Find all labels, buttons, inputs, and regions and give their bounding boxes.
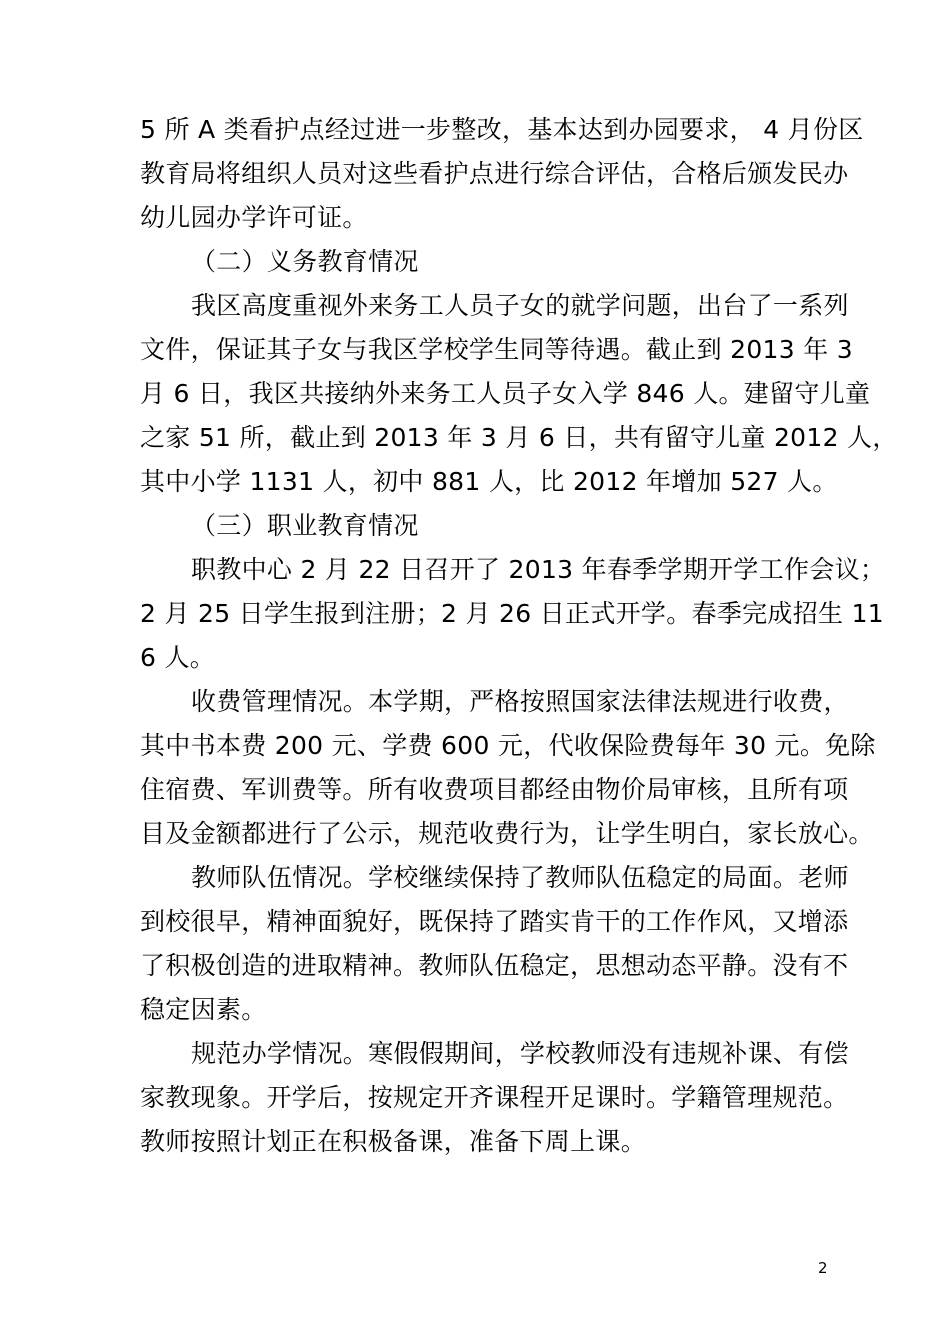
- paragraph-line: 教师队伍情况。学校继续保持了教师队伍稳定的局面。老师: [191, 863, 849, 892]
- section-heading: （三）职业教育情况: [191, 511, 419, 540]
- section-heading: （二）义务教育情况: [191, 247, 419, 276]
- paragraph-line: 其中小学 1131 人，初中 881 人，比 2012 年增加 527 人。: [140, 467, 838, 496]
- paragraph-line: 规范办学情况。寒假假期间，学校教师没有违规补课、有偿: [191, 1039, 849, 1068]
- paragraph-line: 2 月 25 日学生报到注册；2 月 26 日正式开学。春季完成招生 11: [140, 599, 884, 628]
- paragraph-line: 6 人。: [140, 643, 216, 672]
- paragraph-line: 5 所 A 类看护点经过进一步整改，基本达到办园要求， 4 月份区: [140, 115, 864, 144]
- paragraph-line: 了积极创造的进取精神。教师队伍稳定，思想动态平静。没有不: [140, 951, 849, 980]
- paragraph-line: 月 6 日，我区共接纳外来务工人员子女入学 846 人。建留守儿童: [140, 379, 871, 408]
- paragraph-line: 其中书本费 200 元、学费 600 元，代收保险费每年 30 元。免除: [140, 731, 876, 760]
- page-number: 2: [818, 1259, 828, 1277]
- paragraph-line: 收费管理情况。本学期，严格按照国家法律法规进行收费，: [191, 687, 849, 716]
- paragraph-line: 教育局将组织人员对这些看护点进行综合评估，合格后颁发民办: [140, 159, 849, 188]
- paragraph-line: 教师按照计划正在积极备课，准备下周上课。: [140, 1127, 647, 1156]
- paragraph-line: 家教现象。开学后，按规定开齐课程开足课时。学籍管理规范。: [140, 1083, 849, 1112]
- paragraph-line: 幼儿园办学许可证。: [140, 203, 368, 232]
- paragraph-line: 住宿费、军训费等。所有收费项目都经由物价局审核，且所有项: [140, 775, 849, 804]
- paragraph-line: 目及金额都进行了公示，规范收费行为，让学生明白，家长放心。: [140, 819, 874, 848]
- paragraph-line: 职教中心 2 月 22 日召开了 2013 年春季学期开学工作会议；: [191, 555, 886, 584]
- paragraph-line: 之家 51 所，截止到 2013 年 3 月 6 日，共有留守儿童 2012 人，: [140, 423, 898, 452]
- paragraph-line: 稳定因素。: [140, 995, 267, 1024]
- paragraph-line: 到校很早，精神面貌好，既保持了踏实肯干的工作作风，又增添: [140, 907, 849, 936]
- paragraph-line: 文件，保证其子女与我区学校学生同等待遇。截止到 2013 年 3: [140, 335, 853, 364]
- paragraph-line: 我区高度重视外来务工人员子女的就学问题，出台了一系列: [191, 291, 849, 320]
